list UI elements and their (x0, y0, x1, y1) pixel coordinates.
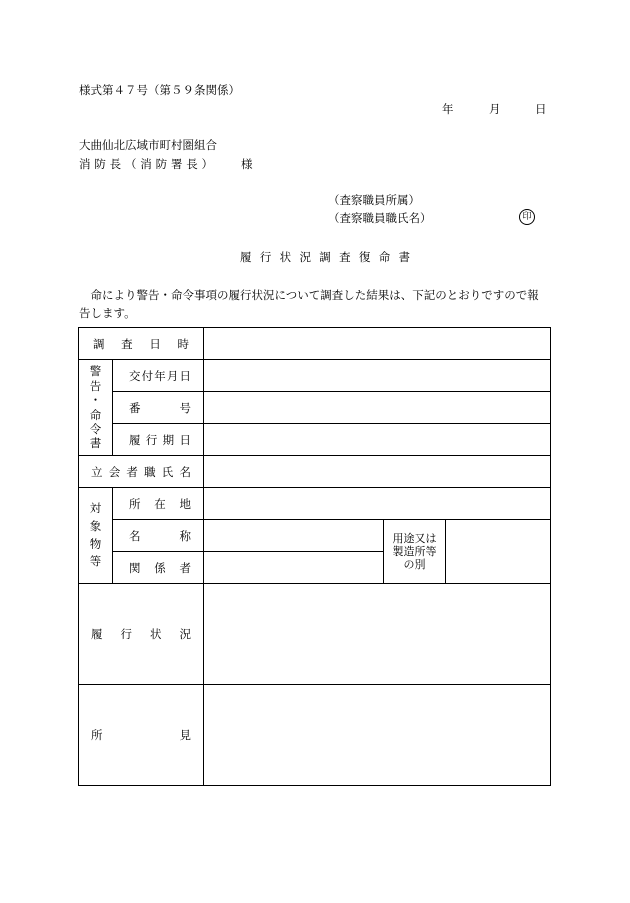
number-field[interactable] (204, 392, 551, 424)
recipient-title-char: 消 (140, 157, 152, 171)
compliance-status-label (79, 584, 204, 685)
recipient-title-char: 長 (109, 157, 122, 171)
label-char: 者 (126, 464, 138, 479)
title-char: 況 (299, 250, 311, 264)
label-char: 日 (179, 368, 191, 383)
usage-line: の別 (403, 558, 426, 572)
label-char: 所 (91, 728, 103, 742)
label-char: 履 (129, 432, 141, 447)
recipient-organization: 大曲仙北広域市町村圏組合 (79, 138, 217, 152)
label-char: 地 (179, 496, 191, 511)
body-text-line-1: 命により警告・命令事項の履行状況について調査した結果は、下記のとおりですので報 (79, 288, 539, 302)
recipient-honorific: 様 (241, 157, 253, 171)
label-char: 号 (179, 400, 191, 415)
label-char: 行 (120, 627, 132, 641)
issue-date-label (113, 360, 204, 392)
vert-char: 対 (89, 500, 102, 515)
vert-char: 象 (89, 518, 102, 533)
label-char: 査 (121, 336, 133, 351)
label-char: 調 (93, 336, 105, 351)
title-char: 査 (339, 250, 351, 264)
vert-char: 等 (89, 554, 102, 569)
opinion-label (79, 685, 204, 786)
title-char: 行 (259, 250, 272, 264)
target-group-label (79, 488, 113, 584)
witness-field[interactable] (204, 456, 551, 488)
label-char: 行 (145, 432, 158, 447)
label-char: 交 (129, 368, 141, 383)
seal-mark: 印 (519, 209, 535, 225)
investigation-datetime-field[interactable] (204, 328, 551, 360)
inspector-office-label: （査察職員所属） (328, 193, 420, 207)
recipient-title-char: 長 (186, 157, 198, 171)
recipient-title-char: 防 (155, 157, 168, 171)
row-number (79, 392, 551, 424)
recipient-title-char: 防 (94, 157, 106, 171)
title-char: 状 (279, 250, 292, 264)
label-char: 係 (154, 560, 166, 575)
usage-type-label (384, 520, 446, 584)
label-char: 日 (149, 336, 161, 351)
witness-label (79, 456, 204, 488)
deadline-label (113, 424, 204, 456)
vert-char: 令 (89, 421, 102, 436)
label-char: 見 (179, 728, 191, 742)
inspector-name-label: （査察職員職氏名） (328, 211, 432, 225)
date-month-label: 月 (489, 102, 501, 116)
usage-type-field[interactable] (446, 520, 551, 584)
vert-char: 命 (89, 407, 102, 422)
compliance-status-field[interactable] (204, 584, 551, 685)
label-char: 月 (166, 368, 179, 383)
label-char: 称 (179, 528, 191, 543)
label-char: 関 (129, 560, 141, 575)
label-char: 番 (129, 400, 141, 415)
row-witness (79, 456, 551, 488)
location-field[interactable] (204, 488, 551, 520)
usage-line: 製造所等 (392, 544, 437, 558)
date-year-label: 年 (442, 102, 454, 116)
date-day-label: 日 (535, 102, 547, 116)
related-persons-label (113, 552, 204, 584)
row-deadline (79, 424, 551, 456)
investigation-datetime-label (79, 328, 204, 360)
label-char: 況 (179, 627, 191, 641)
name-label (113, 520, 204, 552)
label-char: 名 (179, 464, 191, 479)
row-investigation-datetime (79, 328, 551, 360)
related-persons-field[interactable] (204, 552, 384, 584)
recipient-title-char: 署 (170, 157, 183, 171)
recipient-title-char: （ (124, 157, 137, 171)
label-char: 在 (154, 496, 166, 511)
label-char: 者 (179, 560, 191, 575)
location-label (113, 488, 204, 520)
vert-char: 警 (89, 364, 102, 379)
report-table (78, 327, 551, 786)
label-char: 会 (108, 464, 121, 479)
label-char: 付 (141, 368, 154, 383)
row-compliance-status (79, 584, 551, 685)
row-name (79, 520, 551, 552)
title-char: 復 (358, 250, 371, 264)
vert-char: 物 (89, 536, 102, 551)
label-char: 名 (129, 528, 141, 543)
title-char: 命 (378, 250, 391, 264)
label-char: 時 (177, 336, 189, 351)
name-field[interactable] (204, 520, 384, 552)
form-number: 様式第４７号（第５９条関係） (79, 83, 240, 97)
vert-char: 告 (89, 378, 102, 393)
label-char: 立 (91, 464, 103, 479)
label-char: 期 (162, 432, 175, 447)
warning-order-group-label (79, 360, 113, 456)
row-issue-date (79, 360, 551, 392)
usage-line: 用途又は (392, 531, 437, 545)
label-char: 日 (179, 432, 191, 447)
document-title (240, 249, 410, 265)
row-location (79, 488, 551, 520)
issue-date-field[interactable] (204, 360, 551, 392)
number-label (113, 392, 204, 424)
title-char: 履 (240, 250, 252, 264)
recipient-title (79, 156, 213, 172)
title-char: 調 (319, 250, 331, 264)
row-opinion (79, 685, 551, 786)
label-char: 所 (129, 496, 141, 511)
label-char: 年 (154, 368, 166, 383)
label-char: 状 (150, 627, 162, 641)
vert-char: 書 (89, 436, 102, 451)
label-char: 履 (91, 627, 103, 641)
recipient-title-char: 消 (79, 157, 91, 171)
recipient-title-char: ） (201, 157, 213, 171)
vert-char: ・ (89, 393, 102, 408)
title-char: 書 (398, 250, 410, 264)
deadline-field[interactable] (204, 424, 551, 456)
body-text-line-2: 告します。 (79, 306, 136, 320)
label-char: 職 (144, 464, 156, 479)
opinion-field[interactable] (204, 685, 551, 786)
label-char: 氏 (161, 464, 174, 479)
